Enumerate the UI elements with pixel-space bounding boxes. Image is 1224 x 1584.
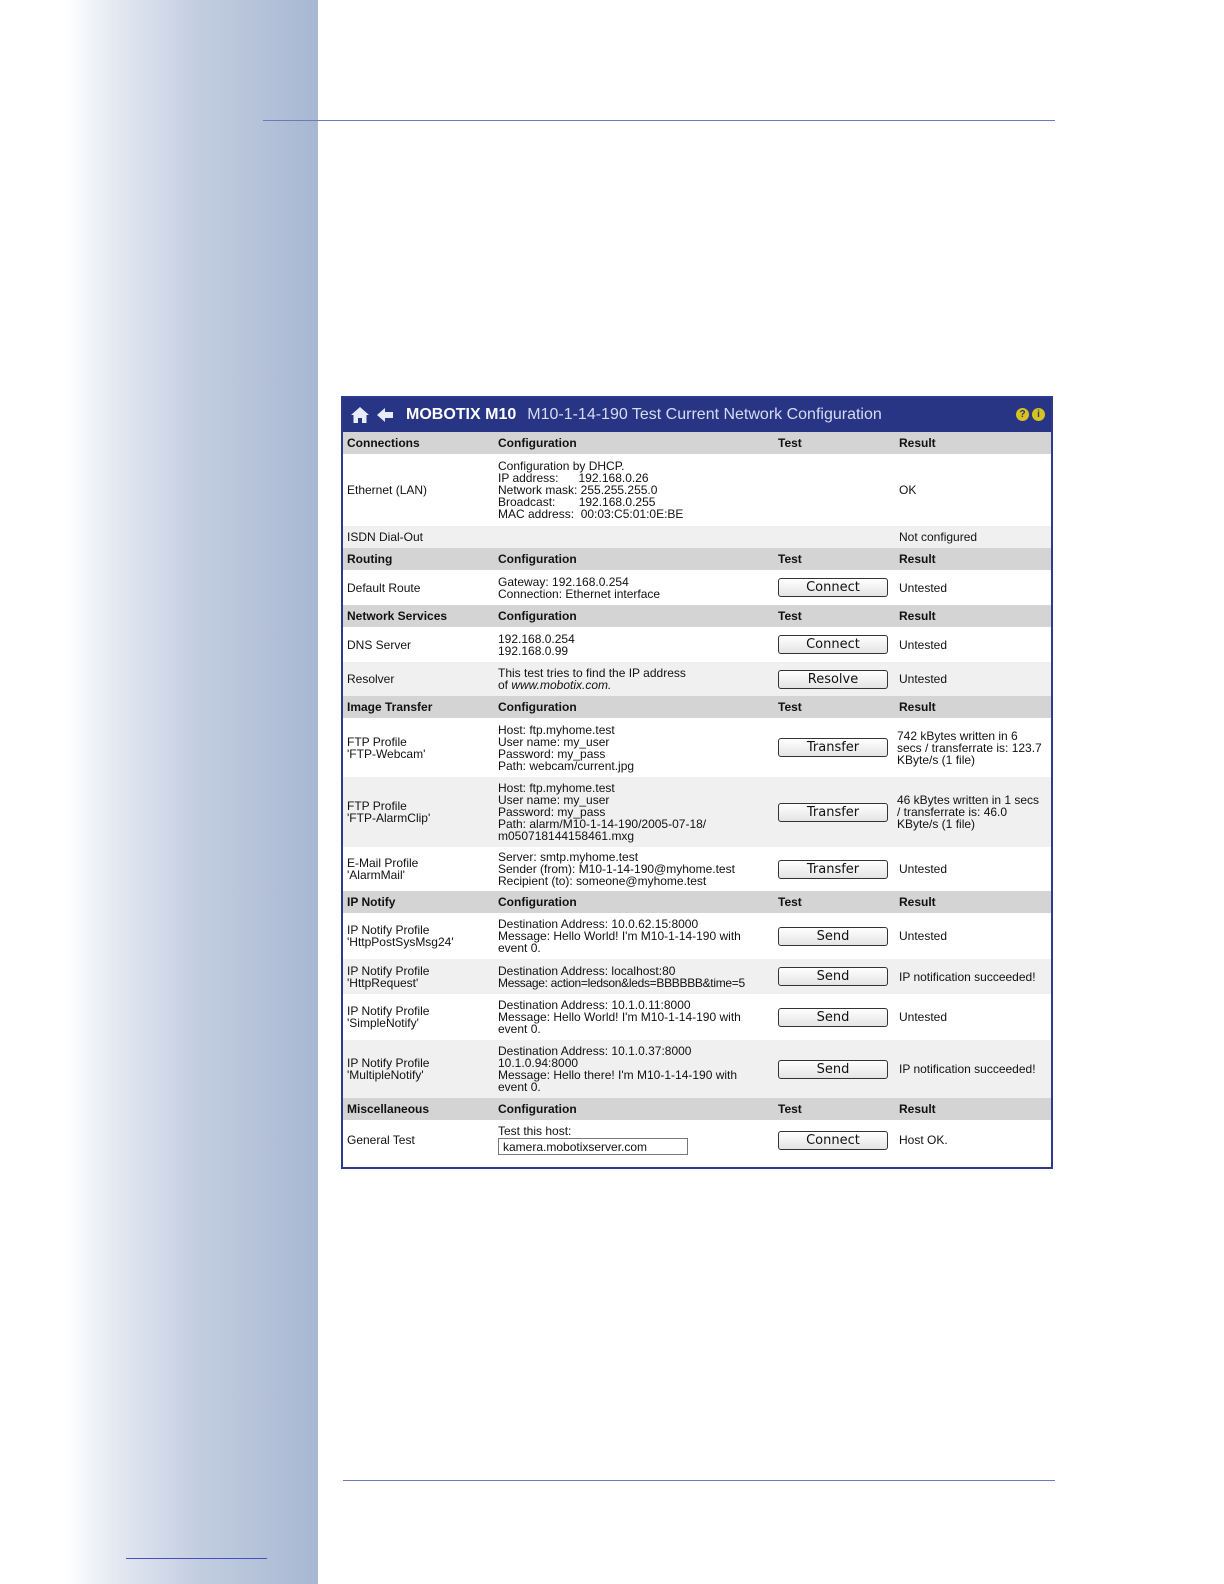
table-row-default-route <box>343 570 1053 605</box>
column-header-result: Result <box>895 548 1053 570</box>
conf-line: Broadcast: 192.168.0.255 <box>498 495 656 509</box>
table-row-ip-notify-simple <box>343 994 1053 1040</box>
row-result: Not configured <box>895 526 1053 548</box>
row-configuration <box>494 959 774 994</box>
column-header-result: Result <box>895 696 1053 718</box>
column-header-test: Test <box>774 696 895 718</box>
section-title: Image Transfer <box>343 696 494 718</box>
column-header-configuration: Configuration <box>494 605 774 627</box>
host-input[interactable] <box>498 1138 688 1155</box>
result-line: KByte/s (1 file) <box>897 817 976 831</box>
table-row-isdn <box>343 526 1053 548</box>
transfer-button[interactable]: Transfer <box>778 738 888 757</box>
info-icon[interactable]: i <box>1032 408 1045 421</box>
back-arrow-icon[interactable] <box>376 407 394 423</box>
profile-name: 'AlarmMail' <box>347 868 405 882</box>
row-configuration <box>494 627 774 662</box>
section-title: Miscellaneous <box>343 1098 494 1120</box>
row-name <box>343 959 494 994</box>
title-icons <box>1016 408 1045 421</box>
column-header-result: Result <box>895 605 1053 627</box>
conf-line: Message: action=ledson&leds=BBBBBB&time=5 <box>498 975 745 990</box>
profile-name: 'MultipleNotify' <box>347 1068 424 1082</box>
conf-line: Connection: Ethernet interface <box>498 586 661 601</box>
row-result: Untested <box>895 662 1053 696</box>
column-header-result: Result <box>895 1098 1053 1120</box>
conf-line: 10.1.0.94:8000 <box>498 1056 579 1070</box>
profile-type: FTP Profile <box>347 799 407 813</box>
conf-line: This test tries to find the IP address <box>498 666 686 680</box>
row-test <box>774 994 895 1040</box>
conf-line: Message: Hello World! I'm M10-1-14-190 with <box>498 1010 741 1024</box>
conf-line: Server: smtp.myhome.test <box>498 850 639 864</box>
result-line: KByte/s (1 file) <box>897 752 976 767</box>
footer-link-rule <box>126 1558 267 1559</box>
row-name <box>343 718 494 777</box>
config-table <box>343 432 1053 1160</box>
conf-line: User name: my_user <box>498 734 610 749</box>
resolve-button[interactable]: Resolve <box>778 670 888 689</box>
conf-line: Destination Address: 10.0.62.15:8000 <box>498 917 699 931</box>
transfer-button[interactable]: Transfer <box>778 803 888 822</box>
profile-type: IP Notify Profile <box>347 1004 430 1018</box>
conf-line <box>498 679 770 691</box>
column-header-configuration: Configuration <box>494 1098 774 1120</box>
conf-line: Path: webcam/current.jpg <box>498 758 635 773</box>
row-test <box>774 1040 895 1098</box>
row-name: DNS Server <box>343 627 494 662</box>
row-result: IP notification succeeded! <box>895 959 1053 994</box>
table-row-ethernet <box>343 454 1053 526</box>
column-header-configuration: Configuration <box>494 548 774 570</box>
section-title: Connections <box>343 432 494 454</box>
table-row-ftp-alarmclip <box>343 777 1053 847</box>
result-line: 46 kBytes written in 1 secs <box>897 793 1040 807</box>
row-test <box>774 777 895 847</box>
section-title: IP Notify <box>343 891 494 913</box>
table-row-dns-server <box>343 627 1053 662</box>
resolve-target: www.mobotix.com. <box>511 678 612 692</box>
column-header-test: Test <box>774 1098 895 1120</box>
conf-line: m050718144158461.mxg <box>498 829 635 843</box>
send-button[interactable]: Send <box>778 1008 888 1027</box>
row-configuration <box>494 913 774 959</box>
row-result: OK <box>895 454 1053 526</box>
profile-type: IP Notify Profile <box>347 963 430 978</box>
row-result: IP notification succeeded! <box>895 1040 1053 1098</box>
column-header-configuration: Configuration <box>494 432 774 454</box>
row-test <box>774 627 895 662</box>
row-name <box>343 1040 494 1098</box>
profile-type: E-Mail Profile <box>347 856 419 870</box>
profile-type: IP Notify Profile <box>347 923 430 937</box>
profile-name: 'HttpPostSysMsg24' <box>347 935 454 949</box>
section-header-routing <box>343 548 1053 570</box>
page-title: M10-1-14-190 Test Current Network Configuration <box>527 406 882 423</box>
profile-type: FTP Profile <box>347 734 407 749</box>
footer-rule <box>343 1480 1055 1481</box>
row-configuration <box>494 1120 774 1160</box>
conf-line: event 0. <box>498 1080 541 1094</box>
row-configuration <box>494 454 774 526</box>
home-icon[interactable] <box>350 405 370 425</box>
row-result <box>895 718 1053 777</box>
row-test <box>774 913 895 959</box>
row-test <box>774 570 895 605</box>
app-name: MOBOTIX M10 <box>406 406 517 423</box>
conf-line: Configuration by DHCP. <box>498 459 625 473</box>
profile-type: IP Notify Profile <box>347 1056 430 1070</box>
row-name: ISDN Dial-Out <box>343 526 494 548</box>
row-configuration <box>494 1040 774 1098</box>
row-configuration <box>494 777 774 847</box>
table-row-ip-notify-httprequest <box>343 959 1053 994</box>
section-header-miscellaneous <box>343 1098 1053 1120</box>
conf-prefix: of <box>498 678 512 692</box>
row-result: Untested <box>895 913 1053 959</box>
row-test <box>774 454 895 526</box>
conf-line: Path: alarm/M10-1-14-190/2005-07-18/ <box>498 817 707 831</box>
row-result: Untested <box>895 994 1053 1040</box>
table-row-email-profile <box>343 847 1053 891</box>
conf-line: Host: ftp.myhome.test <box>498 722 615 737</box>
conf-line: Recipient (to): someone@myhome.test <box>498 874 707 888</box>
conf-line: 192.168.0.254 <box>498 631 575 646</box>
table-row-ip-notify-httppost <box>343 913 1053 959</box>
row-test <box>774 718 895 777</box>
column-header-test: Test <box>774 605 895 627</box>
conf-line: event 0. <box>498 1022 541 1036</box>
conf-line: Destination Address: 10.1.0.37:8000 <box>498 1044 692 1058</box>
table-row-ip-notify-multiple <box>343 1040 1053 1098</box>
column-header-configuration: Configuration <box>494 891 774 913</box>
conf-line: 192.168.0.99 <box>498 643 569 658</box>
transfer-button[interactable]: Transfer <box>778 860 888 879</box>
column-header-configuration: Configuration <box>494 696 774 718</box>
conf-line: Gateway: 192.168.0.254 <box>498 574 629 589</box>
network-config-window <box>341 396 1053 1169</box>
column-header-result: Result <box>895 891 1053 913</box>
table-row-general-test <box>343 1120 1053 1160</box>
profile-name: 'FTP-AlarmClip' <box>347 811 431 825</box>
row-configuration <box>494 847 774 891</box>
row-test <box>774 847 895 891</box>
profile-name: 'HttpRequest' <box>347 975 419 990</box>
conf-line: Message: Hello there! I'm M10-1-14-190 with <box>498 1068 738 1082</box>
row-name <box>343 994 494 1040</box>
row-test <box>774 1120 895 1160</box>
column-header-result: Result <box>895 432 1053 454</box>
conf-line: Password: my_pass <box>498 746 606 761</box>
section-header-image-transfer <box>343 696 1053 718</box>
result-line: 742 kBytes written in 6 <box>897 728 1018 743</box>
row-name: Resolver <box>343 662 494 696</box>
conf-line: Network mask: 255.255.255.0 <box>498 483 658 497</box>
send-button[interactable]: Send <box>778 1060 888 1079</box>
row-configuration <box>494 994 774 1040</box>
row-result <box>895 777 1053 847</box>
profile-name: 'SimpleNotify' <box>347 1016 419 1030</box>
row-test <box>774 526 895 548</box>
result-line: / transferrate is: 46.0 <box>897 805 1008 819</box>
conf-line: MAC address: 00:03:C5:01:0E:BE <box>498 507 684 521</box>
column-header-test: Test <box>774 891 895 913</box>
row-name <box>343 847 494 891</box>
conf-line: Sender (from): M10-1-14-190@myhome.test <box>498 862 735 876</box>
section-title: Network Services <box>343 605 494 627</box>
row-result: Untested <box>895 570 1053 605</box>
row-name <box>343 777 494 847</box>
conf-line: event 0. <box>498 941 541 955</box>
row-configuration <box>494 718 774 777</box>
row-name: General Test <box>343 1120 494 1160</box>
section-title: Routing <box>343 548 494 570</box>
send-button[interactable]: Send <box>778 927 888 946</box>
column-header-test: Test <box>774 548 895 570</box>
column-header-test: Test <box>774 432 895 454</box>
row-name <box>343 913 494 959</box>
conf-line: User name: my_user <box>498 793 610 807</box>
conf-line: Destination Address: localhost:80 <box>498 963 676 978</box>
table-row-resolver <box>343 662 1053 696</box>
row-test <box>774 959 895 994</box>
row-result: Untested <box>895 627 1053 662</box>
section-header-network-services <box>343 605 1053 627</box>
connect-button[interactable]: Connect <box>778 635 888 654</box>
title-bar <box>343 398 1051 432</box>
section-header-ip-notify <box>343 891 1053 913</box>
send-button[interactable]: Send <box>778 967 888 986</box>
row-configuration <box>494 662 774 696</box>
conf-line: IP address: 192.168.0.26 <box>498 471 649 485</box>
conf-line: Test this host: <box>498 1124 572 1138</box>
table-row-ftp-webcam <box>343 718 1053 777</box>
section-header-connections <box>343 432 1053 454</box>
page-side-band <box>0 0 318 1584</box>
row-result: Untested <box>895 847 1053 891</box>
row-configuration <box>494 570 774 605</box>
conf-line: Destination Address: 10.1.0.11:8000 <box>498 998 691 1012</box>
row-result: Host OK. <box>895 1120 1053 1160</box>
conf-line: Host: ftp.myhome.test <box>498 781 615 795</box>
row-name: Default Route <box>343 570 494 605</box>
row-name: Ethernet (LAN) <box>343 454 494 526</box>
header-rule <box>263 120 1055 121</box>
connect-button[interactable]: Connect <box>778 578 888 597</box>
conf-line: Message: Hello World! I'm M10-1-14-190 with <box>498 929 741 943</box>
row-configuration <box>494 526 774 548</box>
profile-name: 'FTP-Webcam' <box>347 746 426 761</box>
result-line: secs / transferrate is: 123.7 <box>897 740 1042 755</box>
help-icon[interactable]: ? <box>1016 408 1029 421</box>
conf-line: Password: my_pass <box>498 805 606 819</box>
row-test <box>774 662 895 696</box>
connect-button[interactable]: Connect <box>778 1131 888 1150</box>
